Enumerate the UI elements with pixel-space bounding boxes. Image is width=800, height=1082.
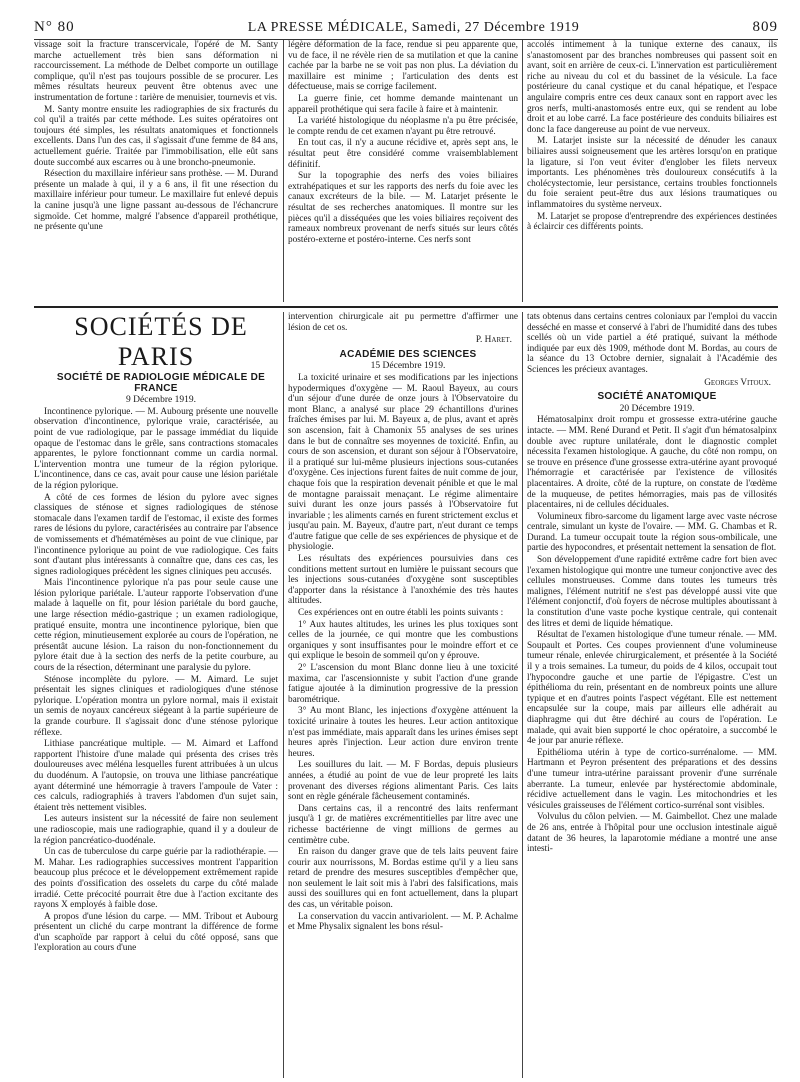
column-rule <box>522 312 523 1078</box>
paragraph: Ces expériences ont en outre établi les points suivants : <box>298 608 504 619</box>
paragraph: Les résultats des expériences poursuivies dans ces conditions mettent surtout en lumière le puissant secours que les injections sous-cutanées d'oxygène sont susceptibles d'apporter dans la résistance à l'anoxhémie des très hautes altitudes. <box>288 554 518 607</box>
section-heading: ACADÉMIE DES SCIENCES <box>339 348 477 360</box>
paragraph: A propos d'une lésion du carpe. — MM. Tribout et Aubourg présentent un cliché du carpe montrant la différence de forme d'un scaphoïde par rapport à celui du côté opposé, sans que l'exploration au cours d'une <box>34 911 278 954</box>
paragraph: 2° L'ascension du mont Blanc donne lieu à une toxicité maxima, car l'ascensionniste y subit l'action d'une grande fatigue ajoutée à la diminution progressive de la pression barométrique. <box>288 663 518 705</box>
paragraph: 3° Au mont Blanc, les injections d'oxygène atténuent la toxicité urinaire à toutes les heures. Leur action antitoxique n'est pas immédiate, mais apparaît dans les urines émises sept heures après l'injection. Leur action dure environ trente heures. <box>288 706 518 759</box>
paragraph: Volvulus du côlon pelvien. — M. Gaimbellot. Chez une malade de 26 ans, entrée à l'hôpital pour une occlusion intestinale aiguë datant de 36 heures, la laparotomie médiane a montré une anse intesti- <box>527 812 777 855</box>
paragraph: Sténose incomplète du pylore. — M. Aimard. Le sujet présentait les signes cliniques et radiologiques d'une sténose pylorique. L'opération montra un pylore normal, mais il existait un semis de noyaux cancéreux siégeant à la partie supérieure de la grande courbure. Il s'agissait donc d'une sténose pylorique réflexe. <box>34 674 278 738</box>
session-date: 15 Décembre 1919. <box>370 361 446 372</box>
paragraph: La toxicité urinaire et ses modifications par les injections hypodermiques d'oxygène — M. Raoul Bayeux, au cours d'un séjour d'une durée de onze jours à l'Observatoire du mont Blanc, a analysé sur place 29 échantillons d'urines fraîches émises par lui. M. Bayeux a, de plus, avant et après son ascension, fait à Chamonix 55 analyses de ses urines dans le but de connaître ses moyennes de toxicité. Enfin, au cours de son ascension, et durant son séjour à l'Observatoire, il a pratiqué sur lui-même plusieurs injections sous-cutanées d'oxygène. Ces injections furent faites de nuit comme de jour, chaque fois que la respiration devenait pénible et que le mal de montagne paraissait menaçant. Le régime alimentaire suivi durant les onze jours passés à l'Observatoire fut invariable ; les aliments carnés en furent strictement exclus et jusqu'au pain. M. Bayeux, d'autre part, n'eut durant ce temps d'autre fatigue que celle de ses expériences de physique et de physiologie. <box>288 372 518 553</box>
section-heading: SOCIÉTÉ DE RADIOLOGIE MÉDICALE DE FRANCE <box>56 372 266 394</box>
section-divider <box>34 306 778 308</box>
paragraph: La variété histologique du néoplasme n'a pu être précisée, le compte rendu de cet examen n'ayant pu être retrouvé. <box>288 116 518 137</box>
column-rule <box>283 312 284 1078</box>
paragraph: La conservation du vaccin antivariolent. — M. P. Achalme et Mme Physalix signalent les bons résul- <box>288 911 518 933</box>
paragraph: vissage soit la fracture transcervicale, l'opéré de M. Santy marche actuellement très bien sans déformation ni raccourcissement. La méthode de Delbet comporte un outillage complique, qu'il n'est pas toujours possible de se procurer. Les mêmes résultats heureux peuvent être obtenus avec une instrumentation de fortune : tarière de menuisier, tournevis et vis. <box>34 40 278 103</box>
page-header <box>34 14 778 40</box>
paragraph: Volumineux fibro-sarcome du ligament large avec vaste nécrose centrale, simulant un kyste de l'ovaire. — MM. G. Chambas et R. Durand. La tumeur occupait toute la région sous-ombilicale, une partie des hypocondres, et présentait nettement la sensation de flot. <box>527 511 777 554</box>
paragraph: M. Latarjet se propose d'entreprendre des expériences destinées à éclaircir ces différents points. <box>527 211 777 233</box>
paragraph: Résultat de l'examen histologique d'une tumeur rénale. — MM. Soupault et Portes. Ces coupes proviennent d'une volumineuse tumeur rénale, enlevée chirurgicalement, et présentée à la Société il y a trois semaines. La tumeur, du poids de 4 kilos, occupait tout l'hypocondre gauche et une partie de l'épigastre. C'est un épithélioma du rein, présentant en de nombreux points une allure typique et en d'autres points l'aspect végétant. Elle est nettement encapsulée sur la coupe, mais par ailleurs elle adhérait au diaphragme qui dut être déchiré au cours de l'opération. Le malade, qui avait bien supporté le choc opératoire, a succombé le 4e jour par anurie réflexe. <box>527 630 777 747</box>
paragraph: Lithiase pancréatique multiple. — M. Aimard et Laffond rapportent l'histoire d'une malade qui présenta des crises très douloureuses avec méléna lesquelles furent attribuées à un ulcus du duodénum. A l'autopsie, on trouva une lithiase pancréatique ayant déterminé une hémorragie à travers l'ampoule de Vater : ces calculs, radiographiés à travers l'abdomen d'un sujet sain, étaient très nettement visibles. <box>34 739 278 813</box>
top-column-1 <box>34 40 278 302</box>
paragraph: accolés intimement à la tunique externe des canaux, ils s'anastomosent par des branches nombreuses qui passent soit en avant, soit en arrière de ceux-ci. L'innervation est particulièrement riche au niveau du col et du bassinet de la vésicule. La face postérieure du canal cystique et du canal hépatique, et l'espace angulaire compris entre ces deux canaux sont en rapport avec les gros nerfs, multi-anastomosés entre eux, qui se rendent au lobe droit et au lobe carré. La face postérieure des conduits biliaires est donc la face dangereuse au point de vue nerveux. <box>527 40 777 135</box>
column-rule <box>283 40 284 302</box>
paragraph: Son développement d'une rapidité extrême cadre fort bien avec l'examen histologique qui montre une tumeur conjonctive avec des cellules monstrueuses. Comme dans toutes les tumeurs très malignes, l'élément nutritif ne s'est pas développé aussi vite que l'élément conjonctif, d'où foyers de nécrose multiples aboutissant à la constitution d'une vaste poche kystique centrale, qui contenait des litres et demi de liquide hématique. <box>527 555 777 629</box>
paragraph: Hématosalpinx droit rompu et grossesse extra-utérine gauche intacte. — MM. René Durand et Petit. Il s'agit d'un hématosalpinx double avec rupture unilatérale, dont le diagnostic complet nécessita l'examen histologique. A gauche, du côté non rompu, on se trouve en présence d'une grossesse extra-utérine ayant provoqué l'hémorragie et caractérisée par l'existence de villosités placentaires. A droite, côté de la rupture, on constate de l'œdème de la muqueuse, de petites hémorragies, mais pas de villosités placentaires, ni de cellules déciduales. <box>527 415 777 511</box>
paragraph: En tout cas, il n'y a aucune récidive et, après sept ans, le résultat peut être considéré comme vraisemblablement définitif. <box>288 138 518 170</box>
paragraph: Résection du maxillaire inférieur sans prothèse. — M. Durand présente un malade à qui, il y a 6 ans, il fit une résection du maxillaire inférieur pour tumeur. Le maxillaire fut enlevé depuis la canine jusqu'à une ligne passant au-dessous de l'échancrure sigmoïde. Cet homme, malgré l'absence d'appareil prothétique, ne présente qu'une <box>34 169 278 233</box>
column-rule <box>522 40 523 302</box>
signature: Georges Vitoux. <box>704 377 771 388</box>
paragraph: 1° Aux hautes altitudes, les urines les plus toxiques sont celles de la journée, ce qui montre que les combustions organiques y sont insuffisantes pour le moindre effort et ce qui explique le besoin de sommeil qu'on y éprouve. <box>288 619 518 662</box>
signature: P. Haret. <box>475 335 512 346</box>
paragraph: Les souillures du lait. — M. F Bordas, depuis plusieurs années, a étudié au point de vue de leur propreté les laits provenant des diverses régions alimentant Paris. Ces laits sont en règle générale fâcheusement contaminés. <box>288 760 518 803</box>
session-date: 20 Décembre 1919. <box>619 403 695 414</box>
paragraph: Epithélioma utérin à type de cortico-surrénalome. — MM. Hartmann et Peyron présentent des préparations et des dessins d'une tumeur intra-utérine paraissant provenir d'une surrénale aberrante. La tumeur, enlevée par hystérectomie abdominale, récidive actuellement dans le vagin. Les mitochondries et les vésicules graisseuses de l'élément cortico-surrénal sont visibles. <box>527 747 777 811</box>
paragraph: Sur la topographie des nerfs des voies biliaires extrahépatiques et sur les rapports des nerfs du foie avec les canaux excréteurs de la bile. — M. Latarjet présente le résultat de ses recherches anatomiques. Il montre sur les pièces qu'il a disséquées que les voies biliaires reçoivent des rameaux nombreux provenant de nerfs situés sur leurs côtés postéro-externe et postéro-interne. Ces nerfs sont <box>288 171 518 245</box>
bottom-column-2 <box>288 312 518 1078</box>
paragraph: A côté de ces formes de lésion du pylore avec signes classiques de sténose et signes radiologiques de sténose stomacale dans l'examen tardif de l'estomac, il existe des formes rares de lésions du pylore, caractérisées au contraire par l'absence de vomissements et d'hématémèses au point de vue clinique, par l'incontinence pylorique au point de vue radiologique. Ces faits sont d'autant plus intéressants à connaître que, dans ces cas, les signes radiologiques précèdent les signes cliniques peu accusés. <box>34 492 278 577</box>
paragraph: Incontinence pylorique. — M. Aubourg présente une nouvelle observation d'incontinence, pylorique vraie, caractérisée, au point de vue radiologique, par le passage immédiat du liquide opaque de l'estomac dans le grêle, sans contractions stomacales apparentes, le pylore fonctionnant comme un cardia normal. L'intervention montra une tumeur de la région pylorique. L'incontinence, dans ce cas, avait pour cause une lésion pariétale de la région pylorique. <box>34 406 278 491</box>
paragraph: tats obtenus dans certains centres coloniaux par l'emploi du vaccin desséché en masse et conservé à l'abri de l'humidité dans des tubes scellés où un vide partiel a été pratiqué, suivant la méthode indiquée par eux dès 1909, méthode dont M. Bordas, au cours de la séance du 13 Octobre dernier, signalait à l'Académie des Sciences les précieux avantages. <box>527 312 777 375</box>
session-date: 9 Décembre 1919. <box>126 395 196 406</box>
page-number: 809 <box>752 19 778 35</box>
paragraph: La guerre finie, cet homme demande maintenant un appareil prothétique qui sera facile à faire et à maintenir. <box>288 93 518 115</box>
bottom-column-1 <box>34 312 278 1078</box>
issue-number: N° 80 <box>34 19 75 35</box>
paragraph: M. Latarjet insiste sur la nécessité de dénuder les canaux biliaires aussi soigneusement que les artères lorsqu'on en pratique la ligature, si l'on veut éviter d'englober les filets nerveux importants. Les phénomènes très douloureux consécutifs à la cholécystectomie, leur persistance, certains troubles fonctionnels du foie seraient peut-être dus aux lésions traumatiques ou inflammatoires du système nerveux. <box>527 136 777 210</box>
paragraph: En raison du danger grave que de tels laits peuvent faire courir aux nourrissons, M. Bordas estime qu'il y a lieu sans retard de prendre des mesures susceptibles d'empêcher que, non seulement le lait soit mis à l'abri des falsifications, mais aussi des souillures qui en font actuellement, dans la plupart des cas, un véritable poison. <box>288 847 518 911</box>
paragraph: Les auteurs insistent sur la nécessité de faire non seulement une radioscopie, mais une radiographie, quand il y a douleur de la région pancréatico-duodénale. <box>34 814 278 846</box>
section-heading: SOCIÉTÉ ANATOMIQUE <box>597 391 717 403</box>
paragraph: légère déformation de la face, rendue si peu apparente que, vu de face, il ne révèle rien de sa mutilation et que la canine cachée par la barbe ne se voit pas non plus. La déviation du maxillaire est minime ; l'articulation des dents est défectueuse, mais se corrige facilement. <box>288 40 518 93</box>
top-column-2 <box>288 40 518 302</box>
banner-title: SOCIÉTÉS DE PARIS <box>74 312 248 371</box>
top-column-3 <box>527 40 777 302</box>
paragraph: Dans certains cas, il a rencontré des laits renfermant jusqu'à 1 gr. de matières excrémentitielles par litre avec une richesse bactérienne de vingt millions de germes au centimètre cube. <box>288 803 518 846</box>
paragraph: Mais l'incontinence pylorique n'a pas pour seule cause une lésion pylorique pariétale. L'auteur rapporte l'observation d'une malade à laquelle on fit, pour lésion pariétale du bord gauche, une large résection médio-gastrique ; un examen radiologique, pratiqué ensuite, montra une incontinence pylorique, bien que cette région, minutieusement explorée au cours de l'opération, ne présentât aucune lésion. La raison du non-fonctionnement du pylore était due à la section des nerfs de la petite courbure, au cours de la résection, déterminant une paralysie du pylore. <box>34 578 278 674</box>
journal-title: LA PRESSE MÉDICALE, Samedi, 27 Décembre 1919 <box>247 20 580 35</box>
paragraph: M. Santy montre ensuite les radiographies de six fracturés du col qu'il a traités par cette méthode. Les suites opératoires ont toujours été simples, les résultats anatomiques et fonctionnels excellents. Dans l'un des cas, il s'agissait d'une femme de 84 ans, actuellement guérie. Traitée par l'immobilisation, elle eût sans doute succombé aux escarres ou à une broncho-pneumonie. <box>34 104 278 168</box>
bottom-column-3 <box>527 312 777 1078</box>
paragraph: intervention chirurgicale ait pu permettre d'affirmer une lésion de cet os. <box>288 312 518 333</box>
paragraph: Un cas de tuberculose du carpe guérie par la radiothérapie. — M. Mahar. Les radiographies successives montrent l'apparition beaucoup plus précoce et le développement extrêmement rapide des points d'ossification des osselets du carpe du côté malade irradié. Cette précocité pourrait être due à l'action excitante des rayons X employés à faible dose. <box>34 847 278 911</box>
